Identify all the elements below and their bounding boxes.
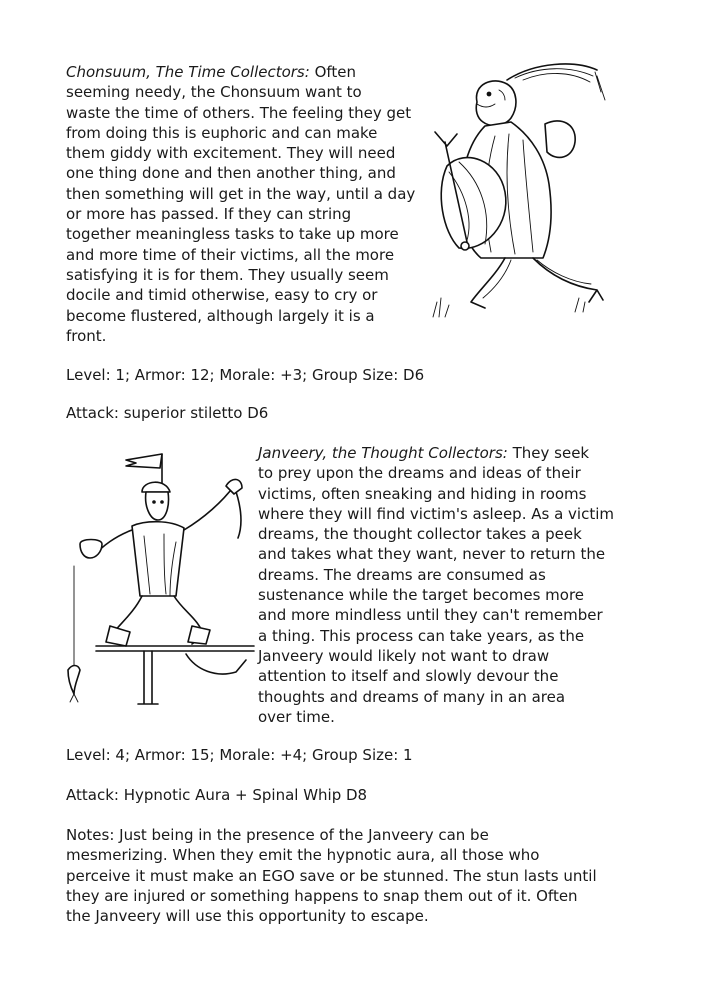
janveery-notes [66, 825, 597, 926]
chonsuum-stats: Level: 1; Armor: 12; Morale: +3; Group Size: D6 [66, 366, 425, 384]
chonsuum-line: front. [66, 326, 107, 345]
janveery-line: dreams, the thought collector takes a peek [258, 525, 582, 544]
janveery-line: attention to itself and slowly devour the [258, 667, 559, 686]
chonsuum-line: and more time of their victims, all the more [66, 245, 395, 264]
notes-line: the Janveery will use this opportunity to escape. [66, 907, 429, 926]
chonsuum-line: docile and timid otherwise, easy to cry or [66, 286, 378, 305]
chonsuum-line: waste the time of others. The feeling they get [66, 103, 412, 122]
chonsuum-line: from doing this is euphoric and can make [66, 123, 378, 142]
chonsuum-line: then something will get in the way, until a day [66, 184, 416, 203]
chonsuum-title: Chonsuum, The Time Collectors: [66, 63, 310, 81]
notes-line: perceive it must make an EGO save or be stunned. The stun lasts until [66, 866, 597, 885]
chonsuum-line: satisfying it is for them. They usually seem [66, 265, 389, 284]
chonsuum-description [66, 62, 415, 346]
chonsuum-line: together meaningless tasks to take up more [66, 225, 399, 244]
janveery-line: victims, often sneaking and hiding in rooms [258, 484, 587, 503]
janveery-title: Janveery, the Thought Collectors: [258, 444, 508, 462]
janveery-description [258, 443, 614, 727]
chonsuum-line: one thing done and then another thing, and [66, 164, 396, 183]
chonsuum-line: or more has passed. If they can string [66, 205, 352, 224]
janveery-line: sustenance while the target becomes more [258, 586, 585, 605]
janveery-line: and takes what they want, never to return the [258, 545, 606, 564]
notes-line: mesmerizing. When they emit the hypnotic aura, all those who [66, 846, 540, 865]
chonsuum-line: them giddy with excitement. They will need [66, 144, 396, 163]
notes-line: they are injured or something happens to snap them out of it. Often [66, 886, 578, 905]
janveery-attack: Attack: Hypnotic Aura + Spinal Whip D8 [66, 786, 368, 804]
janveery-line: where they will find victim's asleep. As a victim [258, 504, 614, 523]
janveery-line: dreams. The dreams are consumed as [258, 565, 546, 584]
janveery-line: Janveery would likely not want to draw [258, 646, 550, 665]
chonsuum-attack: Attack: superior stiletto D6 [66, 404, 269, 422]
chonsuum-illustration [425, 62, 625, 324]
janveery-line: a thing. This process can take years, as the [258, 626, 585, 645]
chonsuum-line: become flustered, although largely it is a [66, 306, 375, 325]
janveery-line: to prey upon the dreams and ideas of their [258, 464, 581, 483]
janveery-stats: Level: 4; Armor: 15; Morale: +4; Group Size: 1 [66, 746, 413, 764]
chonsuum-line: seeming needy, the Chonsuum want to [66, 83, 362, 102]
chonsuum-line: Often [309, 63, 357, 81]
janveery-illustration [66, 446, 256, 726]
notes-line: Notes: Just being in the presence of the Janveery can be [66, 826, 489, 844]
janveery-line: They seek [507, 444, 590, 462]
janveery-line: and more mindless until they can't remember [258, 606, 603, 625]
janveery-line: thoughts and dreams of many in an area [258, 687, 566, 706]
janveery-line: over time. [258, 707, 335, 726]
